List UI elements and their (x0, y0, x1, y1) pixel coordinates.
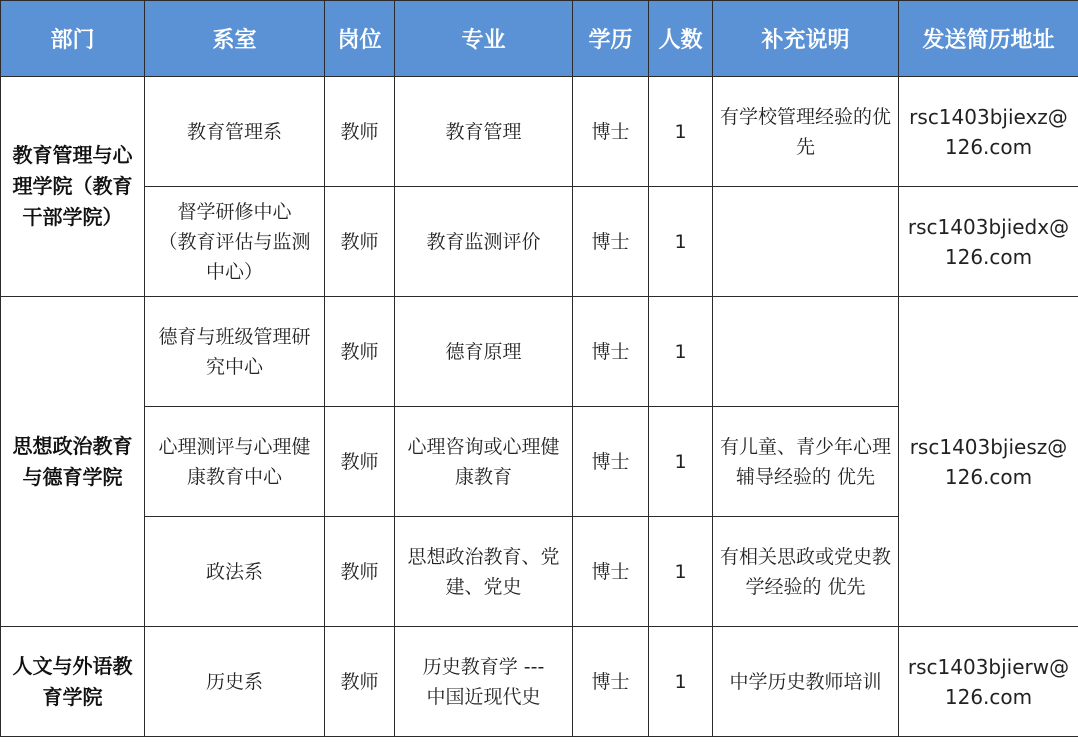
header-position: 岗位 (325, 1, 395, 77)
count-cell: 1 (649, 77, 713, 187)
header-major: 专业 (395, 1, 573, 77)
count-cell: 1 (649, 627, 713, 737)
header-office: 系室 (145, 1, 325, 77)
department-cell: 教育管理与心理学院（教育干部学院） (1, 77, 145, 297)
note-cell: 有儿童、青少年心理辅导经验的 优先 (713, 407, 899, 517)
position-cell: 教师 (325, 517, 395, 627)
office-cell: 政法系 (145, 517, 325, 627)
major-cell: 教育管理 (395, 77, 573, 187)
header-degree: 学历 (573, 1, 649, 77)
position-cell: 教师 (325, 77, 395, 187)
table-row (1, 297, 1078, 407)
header-department: 部门 (1, 1, 145, 77)
count-cell: 1 (649, 517, 713, 627)
office-cell: 德育与班级管理研究中心 (145, 297, 325, 407)
table-row (1, 187, 1078, 297)
position-cell: 教师 (325, 187, 395, 297)
count-cell: 1 (649, 297, 713, 407)
header-row (1, 1, 1078, 77)
note-cell: 有学校管理经验的优先 (713, 77, 899, 187)
major-cell: 德育原理 (395, 297, 573, 407)
degree-cell: 博士 (573, 77, 649, 187)
office-cell: 心理测评与心理健康教育中心 (145, 407, 325, 517)
table-row (1, 627, 1078, 737)
table-row (1, 77, 1078, 187)
note-cell: 有相关思政或党史教学经验的 优先 (713, 517, 899, 627)
count-cell: 1 (649, 187, 713, 297)
degree-cell: 博士 (573, 187, 649, 297)
email-cell: rsc1403bjierw@ 126.com (899, 627, 1078, 737)
header-email: 发送简历地址 (899, 1, 1078, 77)
position-cell: 教师 (325, 627, 395, 737)
note-cell (713, 297, 899, 407)
degree-cell: 博士 (573, 297, 649, 407)
office-cell: 教育管理系 (145, 77, 325, 187)
note-cell (713, 187, 899, 297)
header-note: 补充说明 (713, 1, 899, 77)
note-cell: 中学历史教师培训 (713, 627, 899, 737)
count-cell: 1 (649, 407, 713, 517)
degree-cell: 博士 (573, 627, 649, 737)
department-cell: 思想政治教育与德育学院 (1, 297, 145, 627)
header-count: 人数 (649, 1, 713, 77)
major-cell: 思想政治教育、党建、党史 (395, 517, 573, 627)
degree-cell: 博士 (573, 517, 649, 627)
major-cell: 历史教育学 --- 中国近现代史 (395, 627, 573, 737)
major-cell: 心理咨询或心理健康教育 (395, 407, 573, 517)
office-cell: 历史系 (145, 627, 325, 737)
office-cell: 督学研修中心 （教育评估与监测中心） (145, 187, 325, 297)
degree-cell: 博士 (573, 407, 649, 517)
department-cell: 人文与外语教育学院 (1, 627, 145, 737)
major-cell: 教育监测评价 (395, 187, 573, 297)
position-cell: 教师 (325, 407, 395, 517)
email-cell: rsc1403bjiexz@ 126.com (899, 77, 1078, 187)
email-cell: rsc1403bjiedx@ 126.com (899, 187, 1078, 297)
position-cell: 教师 (325, 297, 395, 407)
email-cell: rsc1403bjiesz@ 126.com (899, 297, 1078, 627)
